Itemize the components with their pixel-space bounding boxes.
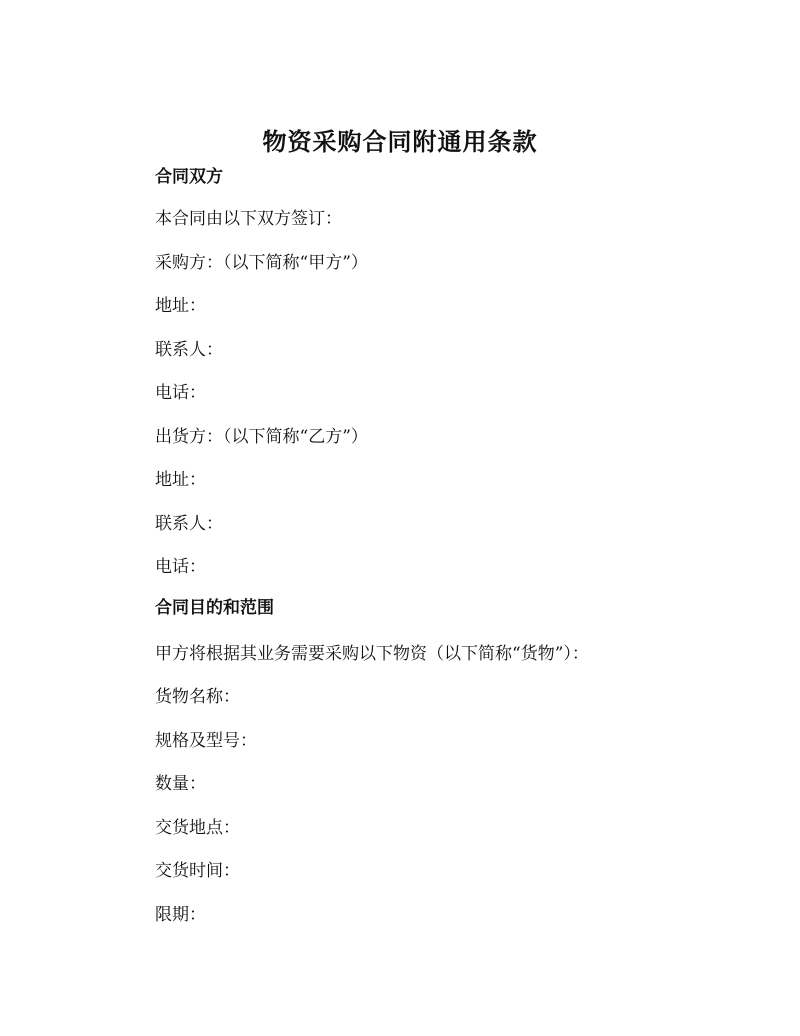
buyer-address-label: 地址： bbox=[155, 296, 206, 316]
seller-contact-label: 联系人： bbox=[155, 514, 223, 534]
buyer-contact-label: 联系人： bbox=[155, 340, 223, 360]
section-heading-parties: 合同双方 bbox=[155, 167, 223, 187]
paragraph-intro: 本合同由以下双方签订： bbox=[155, 209, 342, 229]
deadline-label: 限期： bbox=[155, 905, 206, 925]
document-title: 物资采购合同附通用条款 bbox=[262, 127, 538, 156]
seller-phone-label: 电话： bbox=[155, 557, 206, 577]
goods-spec-label: 规格及型号： bbox=[155, 731, 257, 751]
buyer-phone-label: 电话： bbox=[155, 383, 206, 403]
seller-address-label: 地址： bbox=[155, 470, 206, 490]
delivery-location-label: 交货地点： bbox=[155, 818, 240, 838]
goods-quantity-label: 数量： bbox=[155, 774, 206, 794]
seller-line: 出货方：（以下简称“乙方”） bbox=[155, 427, 368, 447]
paragraph-goods-intro: 甲方将根据其业务需要采购以下物资（以下简称“货物”）： bbox=[155, 644, 589, 664]
section-heading-purpose-scope: 合同目的和范围 bbox=[155, 598, 274, 618]
delivery-time-label: 交货时间： bbox=[155, 861, 240, 881]
goods-name-label: 货物名称： bbox=[155, 687, 240, 707]
buyer-line: 采购方：（以下简称“甲方”） bbox=[155, 253, 368, 273]
